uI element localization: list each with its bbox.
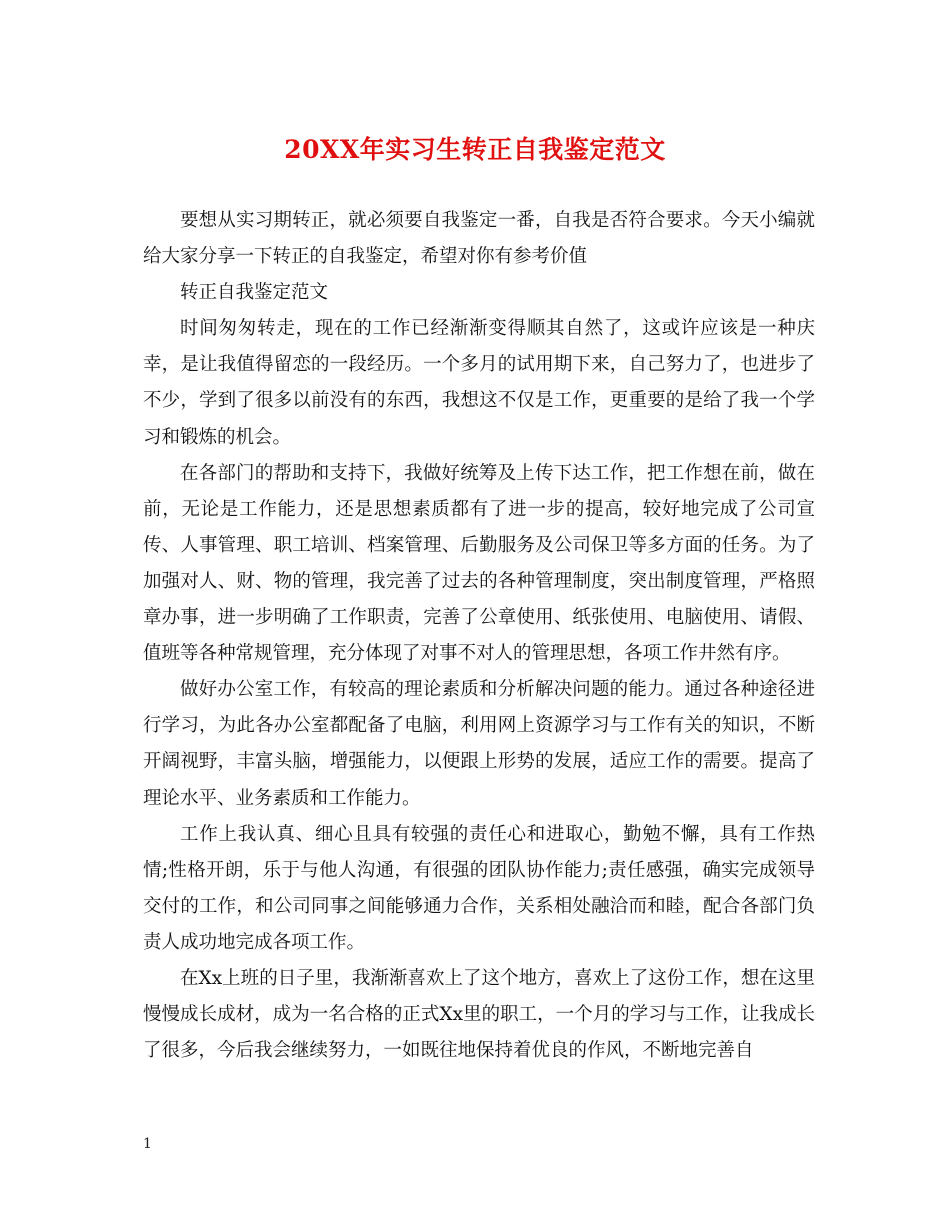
paragraph-3: 做好办公室工作，有较高的理论素质和分析解决问题的能力。通过各种途径进行学习，为此各办公室都配备了电脑，利用网上资源学习与工作有关的知识，不断开阔视野，丰富头脑，增强能力，以便跟上形势的发展，适应工作的需要。提高了理论水平、业务素质和工作能力。 (143, 679, 815, 809)
paragraph-2: 在各部门的帮助和支持下，我做好统筹及上传下达工作，把工作想在前，做在前，无论是工作能力，还是思想素质都有了进一步的提高，较好地完成了公司宣传、人事管理、职工培训、档案管理、后勤服务及公司保卫等多方面的任务。为了加强对人、财、物的管理，我完善了过去的各种管理制度，突出制度管理，严格照章办事，进一步明确了工作职责，完善了公章使用、纸张使用、电脑使用、请假、值班等各种常规管理，充分体现了对事不对人的管理思想，各项工作井然有序。 (143, 462, 815, 665)
document-title: 20XX年实习生转正自我鉴定范文 (284, 135, 666, 164)
paragraph-intro: 要想从实习期转正，就必须要自我鉴定一番，自我是否符合要求。今天小编就给大家分享一下转正的自我鉴定，希望对你有参考价值 (143, 210, 815, 268)
document-body (143, 203, 815, 1069)
paragraph-4: 工作上我认真、细心且具有较强的责任心和进取心，勤勉不懈，具有工作热情;性格开朗，乐于与他人沟通，有很强的团队协作能力;责任感强，确实完成领导交付的工作，和公司同事之间能够通力合作，关系相处融洽而和睦，配合各部门负责人成功地完成各项工作。 (143, 823, 815, 953)
paragraph-1: 时间匆匆转走，现在的工作已经渐渐变得顺其自然了，这或许应该是一种庆幸，是让我值得留恋的一段经历。一个多月的试用期下来，自己努力了，也进步了不少，学到了很多以前没有的东西，我想这不仅是工作，更重要的是给了我一个学习和锻炼的机会。 (143, 318, 815, 448)
paragraph-5: 在Xx上班的日子里，我渐渐喜欢上了这个地方，喜欢上了这份工作，想在这里慢慢成长成材，成为一名合格的正式Xx里的职工，一个月的学习与工作，让我成长了很多，今后我会继续努力，一如既往地保持着优良的作风，不断地完善自 (143, 967, 815, 1062)
page-number: 1 (143, 1136, 152, 1152)
paragraph-subheading: 转正自我鉴定范文 (180, 282, 329, 304)
